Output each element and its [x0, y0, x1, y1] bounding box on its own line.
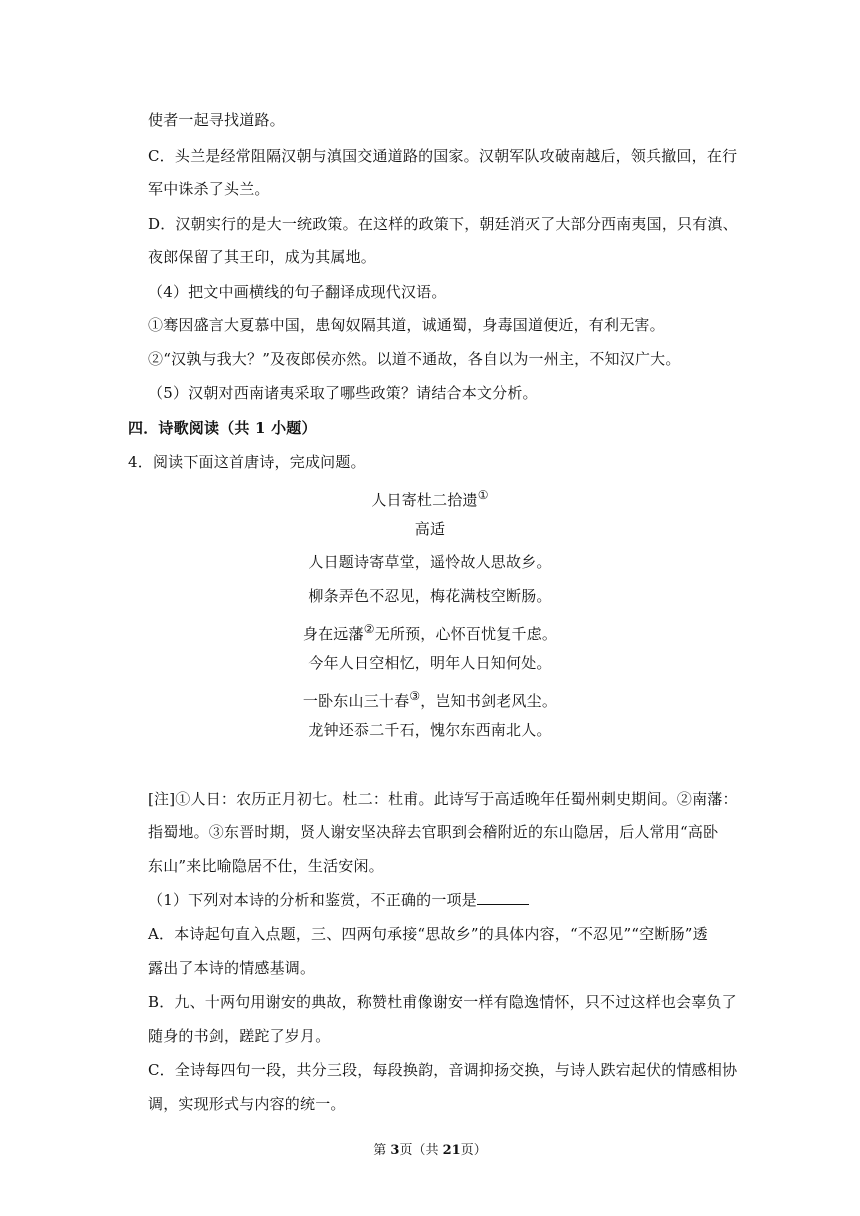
option-a-line2: 露出了本诗的情感基调。 — [148, 959, 316, 977]
circle-number-1: ① — [148, 316, 164, 334]
question-5-analysis: （5）汉朝对西南诸夷采取了哪些政策？请结合本文分析。 — [148, 384, 538, 402]
answer-blank — [477, 890, 529, 905]
option-b-line1: B．九、十两句用谢安的典故，称赞杜甫像谢安一样有隐逸情怀，只不过这样也会辜负了 — [148, 993, 737, 1011]
option-d-line1: D．汉朝实行的是大一统政策。在这样的政策下，朝廷消灭了大部分西南夷国，只有滇、 — [148, 215, 738, 233]
note-line-1: [注]①人日：农历正月初七。杜二：杜甫。此诗写于高适晚年任蜀州刺史期间。②南藩： — [148, 790, 738, 808]
page-footer: 第 3页（共 21页） — [373, 1143, 487, 1158]
translate-sentence-1: ①骞因盛言大夏慕中国，患匈奴隔其道，诚通蜀，身毒国道便近，有利无害。 — [148, 316, 665, 334]
section-heading: 四．诗歌阅读（共 1 小题） — [128, 419, 317, 437]
poem-line-4: 今年人日空相忆，明年人日知何处。 — [308, 654, 552, 672]
poem-author: 高适 — [414, 520, 446, 538]
poem-line-6: 龙钟还忝二千石，愧尔东西南北人。 — [308, 721, 552, 739]
translate-sentence-2: ②“汉孰与我大？”及夜郎侯亦然。以道不通故，各自以为一州主，不知汉广大。 — [148, 350, 681, 368]
circle-number-2: ② — [148, 350, 164, 368]
option-b-line2: 随身的书剑，蹉跎了岁月。 — [148, 1027, 331, 1045]
question-4-intro: 4．阅读下面这首唐诗，完成问题。 — [128, 453, 366, 471]
poem-line-1: 人日题诗寄草堂，遥怜故人思故乡。 — [308, 553, 552, 571]
note-marker-2: ② — [363, 622, 375, 636]
question-4-1: （1）下列对本诗的分析和鉴赏，不正确的一项是 — [148, 890, 529, 910]
note-line-3: 东山”来比喻隐居不仕，生活安闲。 — [148, 857, 384, 875]
question-4-translate: （4）把文中画横线的句子翻译成现代汉语。 — [148, 283, 447, 301]
option-a-line1: A．本诗起句直入点题，三、四两句承接“思故乡”的具体内容，“不忍见”“空断肠”透 — [148, 925, 708, 943]
poem-line-5: 一卧东山三十春③，岂知书剑老风尘。 — [302, 689, 558, 710]
option-b-continued: 使者一起寻找道路。 — [148, 111, 285, 129]
option-c-line1: C．头兰是经常阻隔汉朝与滇国交通道路的国家。汉朝军队攻破南越后，领兵撤回，在行 — [148, 147, 738, 165]
poem-title: 人日寄杜二拾遗① — [371, 488, 489, 509]
note-marker-3: ③ — [409, 689, 421, 703]
option-c-line2: 军中诛杀了头兰。 — [148, 180, 270, 198]
option-d-line2: 夜郎保留了其王印，成为其属地。 — [148, 248, 377, 266]
note-line-2: 指蜀地。③东晋时期，贤人谢安坚决辞去官职到会稽附近的东山隐居，后人常用“高卧 — [148, 823, 719, 841]
poem-line-3: 身在远藩②无所预，心怀百忧复千虑。 — [302, 622, 558, 643]
option-c-q4-line2: 调，实现形式与内容的统一。 — [148, 1095, 346, 1113]
option-c-q4-line1: C．全诗每四句一段，共分三段，每段换韵，音调抑扬交换，与诗人跌宕起伏的情感相协 — [148, 1061, 738, 1079]
poem-line-2: 柳条弄色不忍见，梅花满枝空断肠。 — [308, 587, 552, 605]
note-marker-1: ① — [477, 488, 489, 502]
